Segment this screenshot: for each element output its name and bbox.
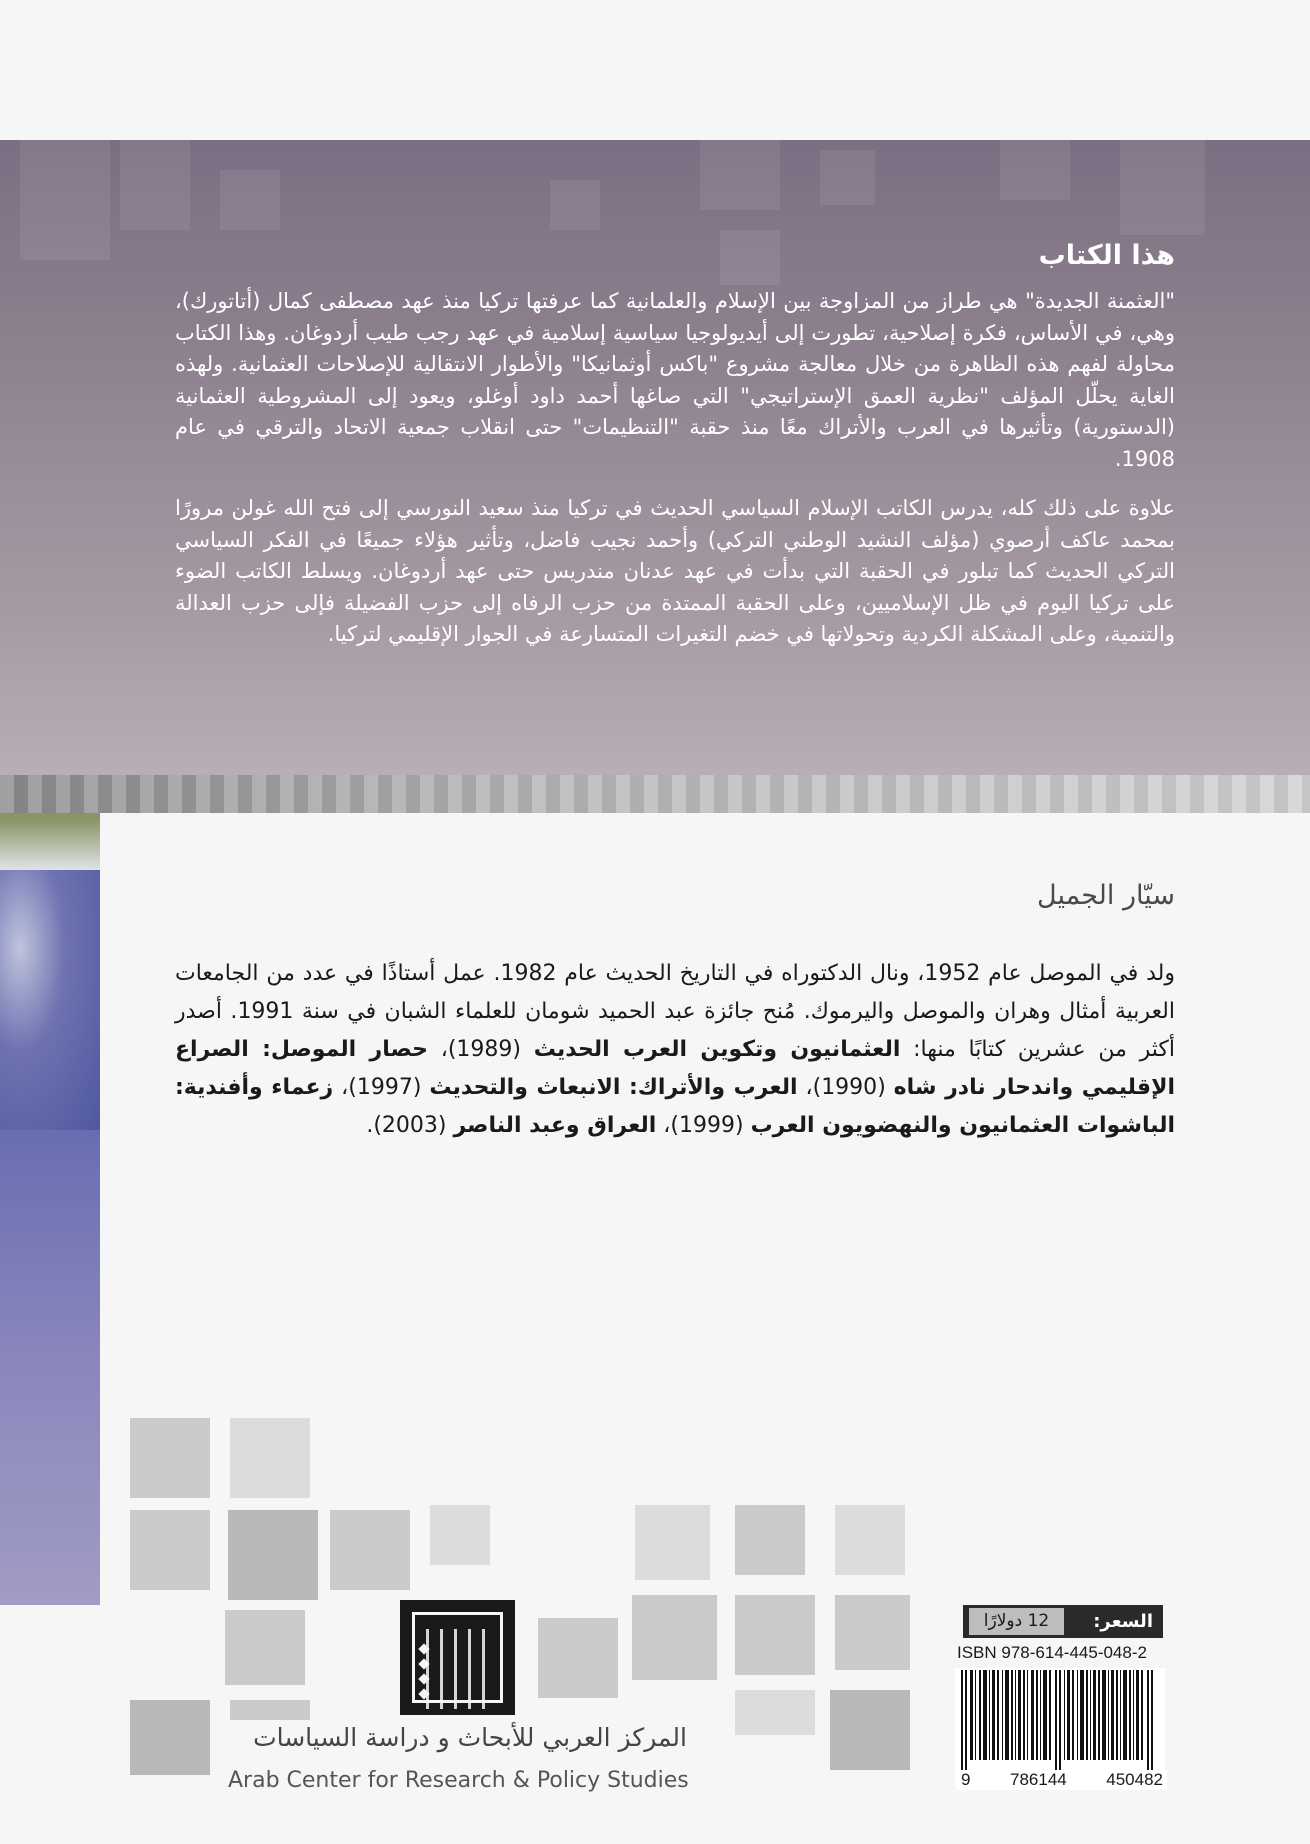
price-tag [963, 1605, 1163, 1638]
band-shadow-strip [0, 775, 1310, 813]
author-bio: ولد في الموصل عام 1952، ونال الدكتوراه في التاريخ الحديث عام 1982. عمل أستاذًا في عدد من الجامعات العربية أمثال وهران والموصل واليرموك. مُنح جائزة عبد الحميد شومان للعلماء الشبان في سنة 1991. أصدر أكثر من عشرين كتابًا منها: العثمانيون وتكوين العرب الحديث (1989)، حصار الموصل: الصراع الإقليمي واندحار نادر شاه (1990)، العرب والأتراك: الانبعاث والتحديث (1997)، زعماء وأفندية: الباشوات العثمانيون والنهضويون العرب (1999)، العراق وعبد الناصر (2003). [175, 961, 1176, 1138]
book-title: العراق وعبد الناصر [453, 1113, 657, 1138]
isbn-number: ISBN 978-614-445-048-2 [957, 1643, 1147, 1662]
publisher-name-english: Arab Center for Research & Policy Studies [228, 1768, 689, 1793]
description-paragraph-2: علاوة على ذلك كله، يدرس الكاتب الإسلام السياسي الحديث في تركيا منذ سعيد النورسي إلى فتح الله غولن مرورًا بمحمد عاكف أرصوي (مؤلف النشيد الوطني التركي) وأحمد نجيب فاضل، وتأثير هؤلاء جميعًا في الفكر السياسي التركي الحديث كما تبلور في الحقبة التي بدأت في عهد عدنان مندريس حتى عهد أردوغان. ويسلط الكاتب الضوء على تركيا اليوم في ظل الإسلاميين، وعلى الحقبة الممتدة من حزب الرفاه إلى حزب الفضيلة فإلى حزب العدالة والتنمية، وعلى المشكلة الكردية وتحولاتها في خضم التغيرات المتسارعة في الجوار الإقليمي لتركيا. [175, 496, 1175, 646]
lake-photo [0, 870, 100, 1130]
book-title: حصار الموصل: الصراع الإقليمي واندحار نادر شاه [175, 1037, 1175, 1100]
description-paragraph-1: "العثمنة الجديدة" هي طراز من المزاوجة بين الإسلام والعلمانية كما عرفتها تركيا منذ عهد مصطفى كمال (أتاتورك)، وهي، في الأساس، فكرة إصلاحية، تطورت إلى أيديولوجيا سياسية إسلامية في عهد رجب طيب أردوغان. وهذا الكتاب محاولة لفهم هذه الظاهرة من خلال معالجة مشروع "باكس أوثمانيكا" والأطوار الانتقالية للإصلاحات العثمانية. ولهذه الغاية يحلّل المؤلف "نظرية العمق الإستراتيجي" التي صاغها أحمد داود أوغلو، ويعود إلى المشروطية العثمانية (الدستورية) وتأثيرها في العرب والأتراك معًا منذ حقبة "التنظيمات" حتى انقلاب جمعية الاتحاد والترقي في عام 1908. [175, 289, 1175, 471]
barcode-digits: 9 786144 450482 [957, 1770, 1167, 1790]
price-label: السعر: [1093, 1611, 1153, 1632]
price-value: 12 دولارًا [969, 1608, 1064, 1635]
publisher-logo [400, 1600, 515, 1715]
book-title: زعماء وأفندية: الباشوات العثمانيون والنهضويون العرب [175, 1075, 1175, 1138]
publisher-name-arabic: المركز العربي للأبحاث و دراسة السياسات [253, 1723, 687, 1752]
book-title: العثمانيون وتكوين العرب الحديث [533, 1037, 901, 1062]
description-body [175, 286, 1175, 669]
book-title: العرب والأتراك: الانبعاث والتحديث [429, 1075, 798, 1100]
cover-photo-strip [0, 770, 100, 1605]
description-title: هذا الكتاب [1038, 240, 1175, 271]
barcode-bars [959, 1670, 1161, 1770]
author-name: سيّار الجميل [1037, 880, 1175, 911]
